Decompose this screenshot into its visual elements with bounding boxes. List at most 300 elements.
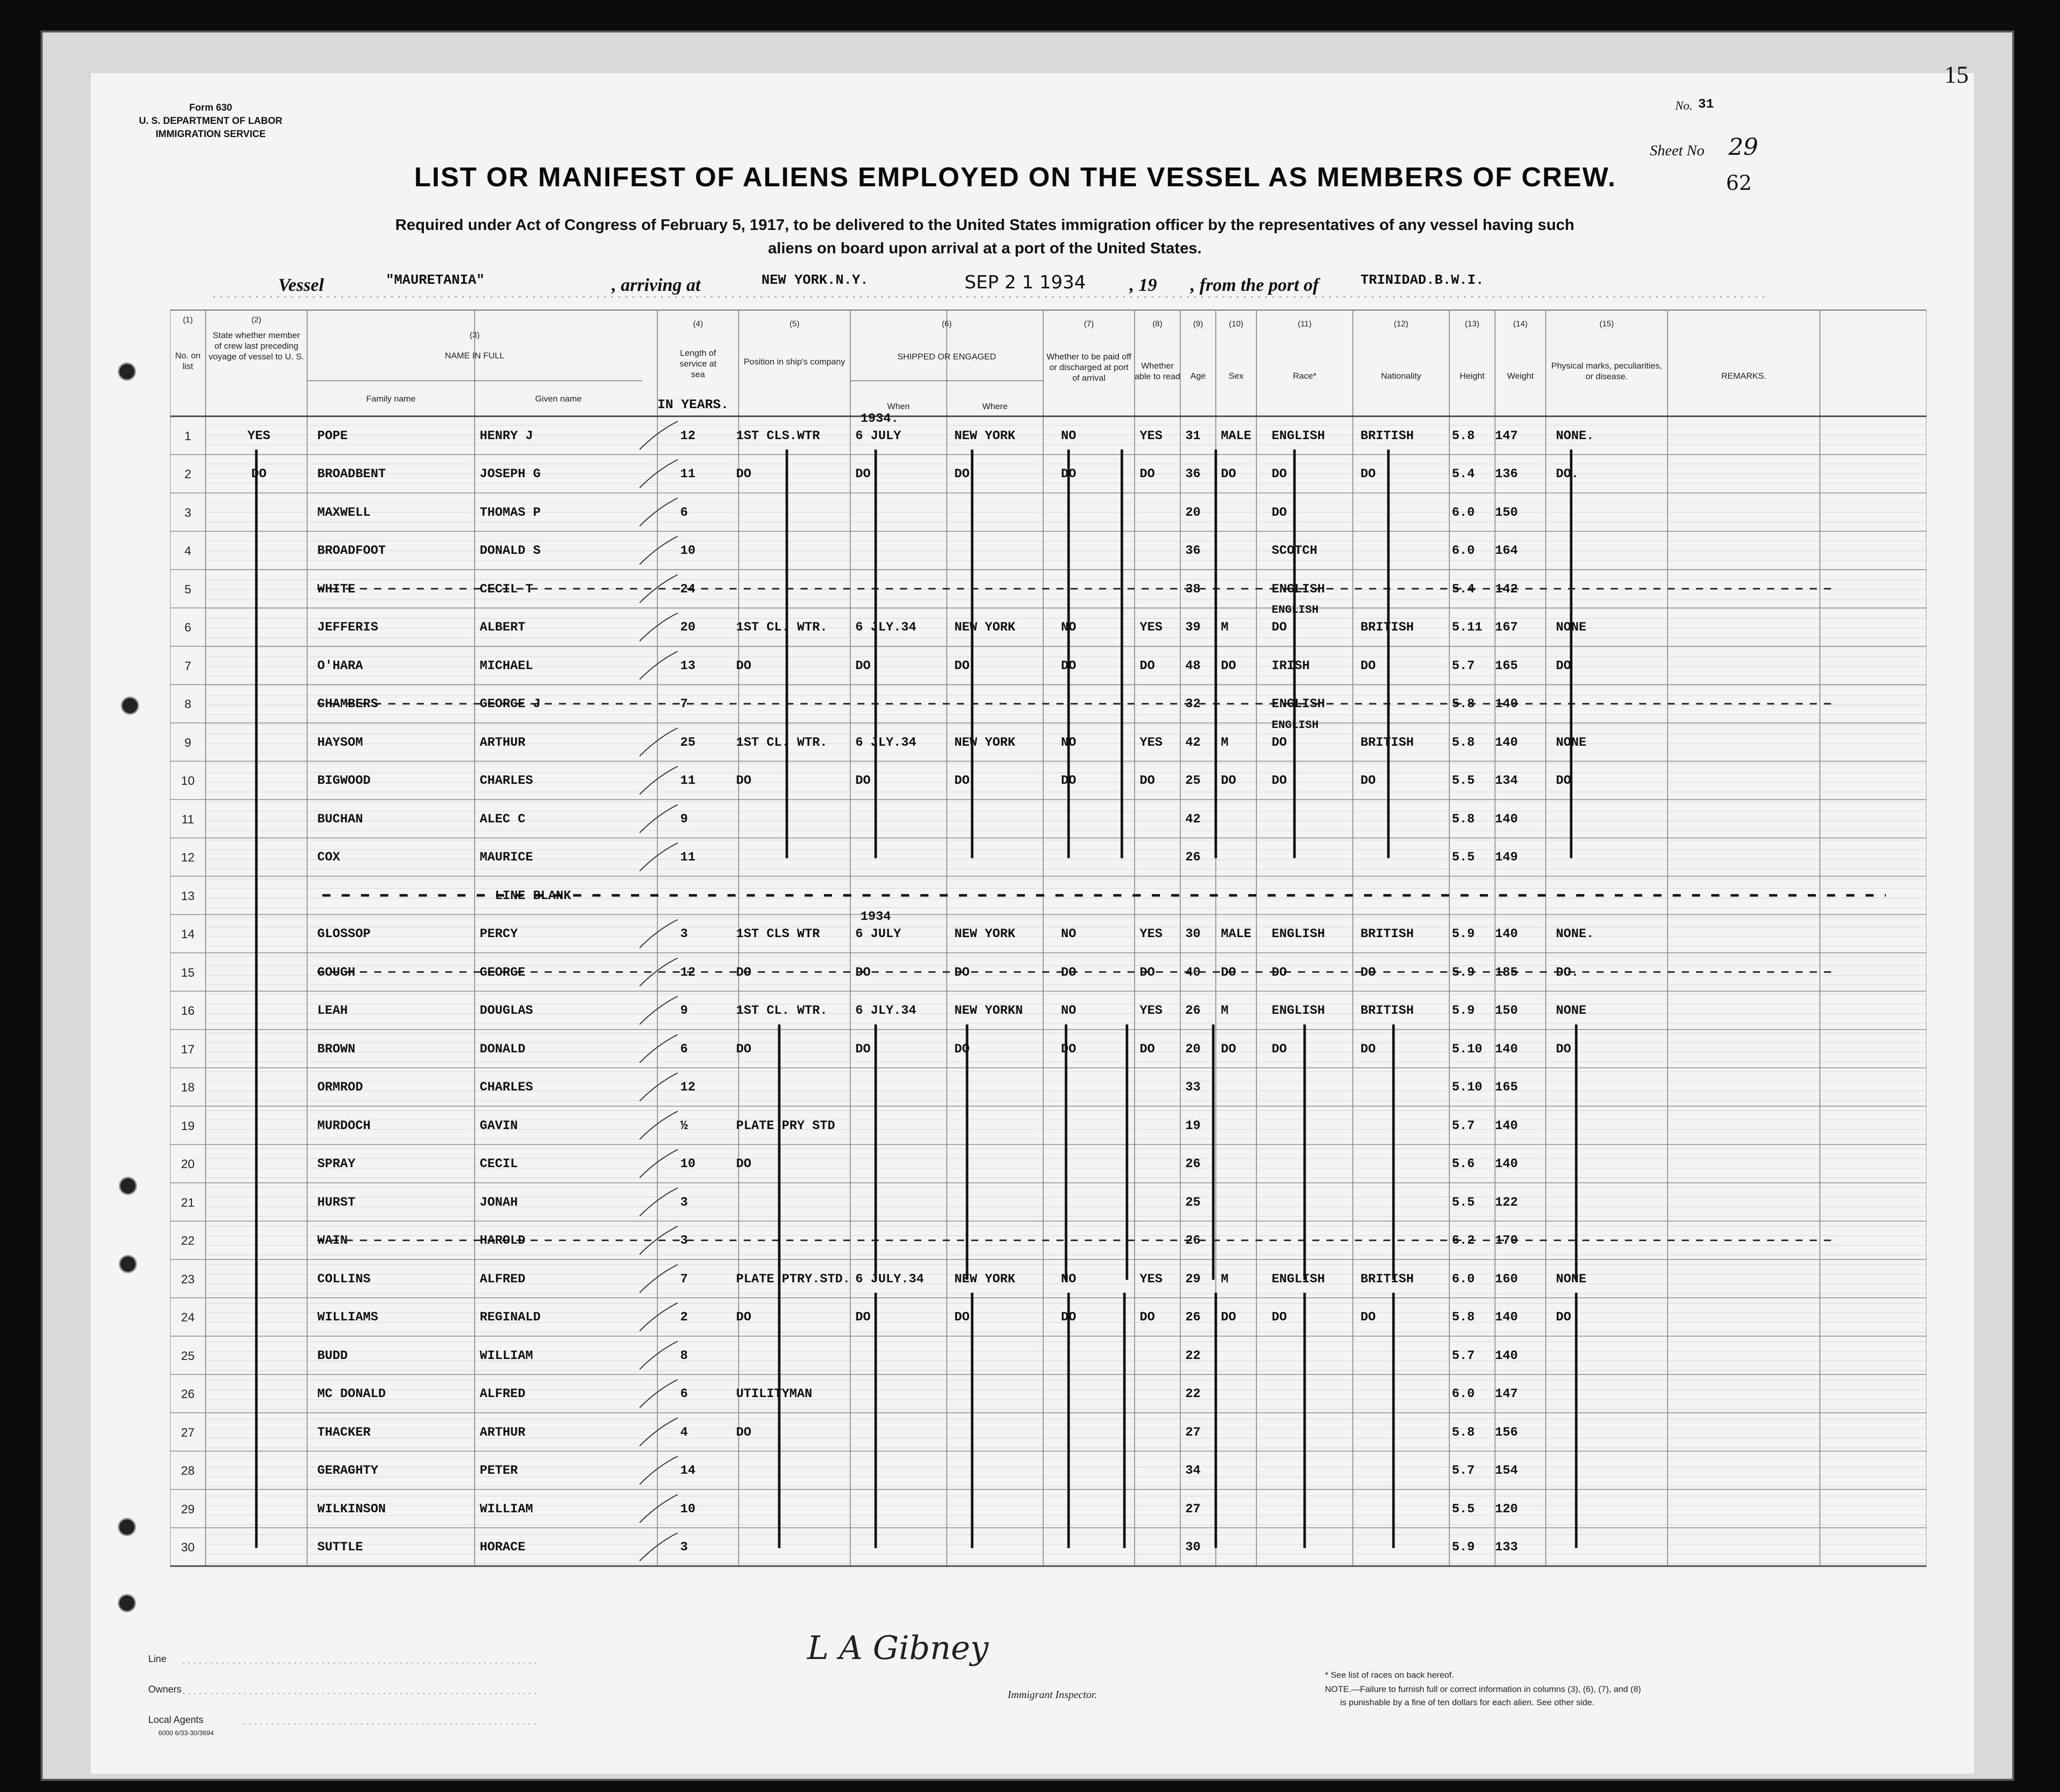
print-code: 6000 6/33-30/3694 — [158, 1729, 214, 1737]
age-cell: 48 — [1185, 658, 1201, 673]
arriving-label: , arriving at — [612, 275, 701, 295]
age-cell: 33 — [1185, 1080, 1201, 1095]
paid-cell: NO — [1061, 735, 1077, 750]
position-cell: DO — [736, 965, 752, 980]
sex-cell: DO — [1221, 658, 1237, 673]
position-cell: UTILITYMAN — [736, 1386, 813, 1402]
service-cell: 9 — [680, 811, 688, 826]
owners-label: Owners — [148, 1684, 182, 1695]
given-cell: ALFRED — [480, 1386, 526, 1402]
race-cell: ENGLISH — [1272, 581, 1325, 596]
paid-cell: DO — [1061, 965, 1077, 980]
header-remarks: REMARKS. — [1721, 371, 1767, 381]
col-15-number: (15) — [1599, 320, 1614, 328]
race-cell: SCOTCH — [1272, 543, 1318, 558]
read-cell: YES — [1140, 1003, 1163, 1018]
row-number: 5 — [184, 582, 191, 596]
when-cell: DO — [855, 658, 871, 673]
marks-cell: NONE. — [1556, 926, 1594, 942]
corner-mark: 15 — [1944, 61, 1969, 88]
nat-cell: DO — [1360, 1310, 1376, 1325]
given-cell: PETER — [480, 1463, 518, 1478]
row-number: 22 — [181, 1234, 195, 1248]
family-cell: WILKINSON — [317, 1501, 386, 1516]
when-cell: 6 JULY.34 — [855, 1271, 924, 1286]
height-cell: 5.8 — [1452, 428, 1475, 443]
header-able-to-read: Whether able to read — [1135, 361, 1180, 381]
weight-cell: 140 — [1495, 735, 1518, 750]
given-cell: CECIL T — [480, 581, 534, 596]
no-label: No. — [1675, 99, 1693, 113]
given-cell: DOUGLAS — [480, 1003, 534, 1018]
row-number: 1 — [184, 429, 191, 443]
binder-hole — [119, 1255, 137, 1273]
position-cell: DO — [736, 773, 752, 788]
weight-cell: 147 — [1495, 428, 1518, 443]
table-body — [170, 310, 1926, 1604]
read-cell: YES — [1140, 428, 1163, 443]
when-cell: DO — [855, 773, 871, 788]
position-cell: PLATE PTRY.STD. — [736, 1271, 851, 1286]
row-number: 2 — [184, 468, 191, 482]
race-cell: DO — [1272, 467, 1287, 482]
height-cell: 5.7 — [1452, 658, 1475, 673]
family-cell: THACKER — [317, 1424, 371, 1440]
service-cell: 9 — [680, 1003, 688, 1018]
given-cell: CHARLES — [480, 1080, 534, 1095]
inspector-label: Immigrant Inspector. — [1008, 1688, 1098, 1701]
paid-cell: DO — [1061, 658, 1077, 673]
height-cell: 5.5 — [1452, 850, 1475, 865]
col-7-number: (7) — [1084, 320, 1094, 328]
binder-hole — [118, 1518, 136, 1536]
race-cell: DO — [1272, 773, 1287, 788]
row-number: 26 — [181, 1387, 195, 1402]
row-number: 20 — [181, 1157, 195, 1172]
service-cell: 6 — [680, 1041, 688, 1056]
weight-cell: 142 — [1495, 581, 1518, 596]
race-cell: ENGLISH — [1272, 926, 1325, 942]
weight-cell: 140 — [1495, 1348, 1518, 1363]
height-cell: 5.8 — [1452, 811, 1475, 826]
where-cell: NEW YORK — [954, 428, 1016, 443]
where-cell: DO — [954, 658, 970, 673]
height-cell: 5.7 — [1452, 1118, 1475, 1133]
age-cell: 26 — [1185, 850, 1201, 865]
marks-cell: DO — [1556, 1041, 1572, 1056]
height-cell: 5.5 — [1452, 773, 1475, 788]
family-cell: GLOSSOP — [317, 926, 371, 942]
given-cell: DONALD S — [480, 543, 541, 558]
nat-cell: DO — [1360, 965, 1376, 980]
age-cell: 27 — [1185, 1424, 1201, 1440]
service-cell: ½ — [680, 1118, 688, 1133]
given-cell: MICHAEL — [480, 658, 534, 673]
height-cell: 5.4 — [1452, 467, 1475, 482]
marks-cell: NONE — [1556, 1271, 1587, 1286]
given-cell: JONAH — [480, 1194, 518, 1210]
weight-cell: 150 — [1495, 505, 1518, 520]
height-cell: 5.9 — [1452, 926, 1475, 942]
read-cell: YES — [1140, 926, 1163, 942]
where-cell: NEW YORKN — [954, 1003, 1023, 1018]
sex-cell: DO — [1221, 773, 1237, 788]
weight-cell: 140 — [1495, 1310, 1518, 1325]
when-cell: DO — [855, 965, 871, 980]
nat-cell: BRITISH — [1360, 428, 1414, 443]
service-cell: 6 — [680, 505, 688, 520]
sex-cell: MALE — [1221, 926, 1252, 942]
binder-hole — [118, 362, 136, 381]
header-name-in-full: NAME IN FULL — [445, 351, 505, 360]
given-cell: JOSEPH G — [480, 467, 541, 482]
in-years-note: IN YEARS. — [657, 397, 729, 412]
read-cell: YES — [1140, 620, 1163, 635]
age-cell: 36 — [1185, 543, 1201, 558]
age-cell: 25 — [1185, 773, 1201, 788]
paid-cell: DO — [1061, 773, 1077, 788]
service-cell: 3 — [680, 926, 688, 942]
service-cell: 13 — [680, 658, 696, 673]
age-cell: 19 — [1185, 1118, 1201, 1133]
position-cell: DO — [736, 1156, 752, 1172]
height-cell: 5.4 — [1452, 581, 1475, 596]
read-cell: DO — [1140, 1310, 1155, 1325]
previous-voyage-cell: YES — [247, 428, 271, 443]
header-position: Position in ship's company — [744, 357, 845, 367]
read-cell: YES — [1140, 1271, 1163, 1286]
year-engaged-cell: 1934 — [860, 909, 891, 924]
col-6-number: (6) — [942, 320, 952, 328]
height-cell: 5.8 — [1452, 1310, 1475, 1325]
service-cell: 10 — [680, 1156, 696, 1172]
paid-cell: DO — [1061, 1310, 1077, 1325]
sex-cell: DO — [1221, 965, 1237, 980]
service-cell: 11 — [680, 850, 696, 865]
read-cell: DO — [1140, 467, 1155, 482]
height-cell: 5.10 — [1452, 1080, 1483, 1095]
row-number: 28 — [181, 1464, 195, 1478]
height-cell: 5.7 — [1452, 1463, 1475, 1478]
race-cell: ENGLISH — [1272, 1271, 1325, 1286]
given-cell: CHARLES — [480, 773, 534, 788]
header-weight: Weight — [1507, 371, 1534, 381]
row-number: 12 — [181, 851, 195, 865]
weight-cell: 170 — [1495, 1233, 1518, 1248]
age-cell: 26 — [1185, 1003, 1201, 1018]
family-cell: GOUGH — [317, 965, 356, 980]
height-cell: 6.2 — [1452, 1233, 1475, 1248]
weight-cell: 120 — [1495, 1501, 1518, 1516]
position-cell: DO — [736, 1041, 752, 1056]
age-cell: 30 — [1185, 926, 1201, 942]
when-cell: 6 JLY.34 — [855, 1003, 917, 1018]
weight-cell: 167 — [1495, 620, 1518, 635]
line-label: Line — [148, 1654, 167, 1665]
col-5-number: (5) — [789, 320, 800, 328]
where-cell: DO — [954, 1041, 970, 1056]
col-14-number: (14) — [1513, 320, 1528, 328]
family-cell: POPE — [317, 428, 348, 443]
family-cell: WILLIAMS — [317, 1310, 379, 1325]
weight-cell: 150 — [1495, 1003, 1518, 1018]
given-cell: MAURICE — [480, 850, 534, 865]
subtitle-line-2: aliens on board upon arrival at a port of the United States. — [768, 239, 1202, 257]
row-number: 17 — [181, 1042, 195, 1056]
manifest-table — [170, 310, 1926, 1604]
header-height: Height — [1459, 371, 1485, 381]
paid-cell: NO — [1061, 926, 1077, 942]
header-sex: Sex — [1228, 371, 1244, 381]
age-cell: 20 — [1185, 1041, 1201, 1056]
weight-cell: 147 — [1495, 1386, 1518, 1402]
header-nationality: Nationality — [1381, 371, 1421, 381]
marks-cell: DO. — [1556, 965, 1579, 980]
weight-cell: 133 — [1495, 1540, 1518, 1555]
race-cell: ENGLISH — [1272, 696, 1325, 712]
row-number: 21 — [181, 1196, 195, 1210]
sex-cell: DO — [1221, 467, 1237, 482]
marks-cell: NONE — [1556, 620, 1587, 635]
family-cell: COLLINS — [317, 1271, 371, 1286]
col-10-number: (10) — [1228, 320, 1244, 328]
family-cell: HURST — [317, 1194, 356, 1210]
sex-cell: M — [1221, 620, 1229, 635]
col-1-number: (1) — [183, 316, 193, 324]
row-number: 29 — [181, 1502, 195, 1516]
where-cell: DO — [954, 1310, 970, 1325]
inspector-signature: L A Gibney — [807, 1630, 989, 1667]
marks-cell: DO — [1556, 1310, 1572, 1325]
nat-cell: BRITISH — [1360, 1271, 1414, 1286]
family-cell: BROADFOOT — [317, 543, 386, 558]
read-cell: DO — [1140, 1041, 1155, 1056]
paid-cell: NO — [1061, 620, 1077, 635]
header-race: Race* — [1292, 371, 1317, 381]
binder-hole — [118, 1594, 136, 1612]
age-cell: 34 — [1185, 1463, 1201, 1478]
read-cell: DO — [1140, 658, 1155, 673]
height-cell: 5.6 — [1452, 1156, 1475, 1172]
race-cell: DO — [1272, 1041, 1287, 1056]
given-cell: GEORGE J — [480, 696, 541, 712]
arrival-port: NEW YORK.N.Y. — [761, 273, 869, 288]
form-service: IMMIGRATION SERVICE — [155, 129, 266, 140]
service-cell: 3 — [680, 1540, 688, 1555]
sex-cell: M — [1221, 735, 1229, 750]
races-note: * See list of races on back hereof. — [1325, 1670, 1454, 1680]
line-blank-note: LINE BLANK — [495, 888, 572, 903]
given-cell: ARTHUR — [480, 1424, 526, 1440]
position-cell: 1ST CLS.WTR — [736, 428, 820, 443]
col-11-number: (11) — [1298, 320, 1312, 328]
race-cell: ENGLISH — [1272, 428, 1325, 443]
service-cell: 14 — [680, 1463, 696, 1478]
col-3-number: (3) — [470, 331, 480, 340]
row-number: 3 — [184, 506, 191, 520]
when-cell: 6 JULY — [855, 926, 902, 942]
weight-cell: 149 — [1495, 850, 1518, 865]
header-shipped-engaged: SHIPPED OR ENGAGED — [897, 352, 996, 361]
height-cell: 5.9 — [1452, 1540, 1475, 1555]
page-title: LIST OR MANIFEST OF ALIENS EMPLOYED ON THE VESSEL AS MEMBERS OF CREW. — [414, 162, 1617, 192]
subtitle-line-1: Required under Act of Congress of February 5, 1917, to be delivered to the United States immigration officer by the representatives of any vessel having such — [395, 216, 1575, 234]
position-cell: 1ST CL. WTR. — [736, 620, 828, 635]
age-cell: 29 — [1185, 1271, 1201, 1286]
service-cell: 11 — [680, 467, 696, 482]
service-cell: 11 — [680, 773, 696, 788]
race-cell: DO — [1272, 620, 1287, 635]
height-cell: 5.9 — [1452, 1003, 1475, 1018]
nat-cell: DO — [1360, 1041, 1376, 1056]
weight-cell: 140 — [1495, 811, 1518, 826]
marks-cell: DO — [1556, 773, 1572, 788]
family-cell: BROADBENT — [317, 467, 386, 482]
height-cell: 5.10 — [1452, 1041, 1483, 1056]
marks-cell: DO — [1556, 658, 1572, 673]
weight-cell: 136 — [1495, 467, 1518, 482]
age-cell: 20 — [1185, 505, 1201, 520]
age-cell: 22 — [1185, 1386, 1201, 1402]
weight-cell: 134 — [1495, 773, 1518, 788]
position-cell: 1ST CLS WTR — [736, 926, 820, 942]
nat-cell: BRITISH — [1360, 926, 1414, 942]
row-number: 13 — [181, 889, 195, 903]
height-cell: 5.7 — [1452, 1348, 1475, 1363]
page-subtitle — [223, 213, 1746, 260]
form-department: U. S. DEPARTMENT OF LABOR — [139, 116, 283, 126]
header-given-name: Given name — [535, 394, 582, 404]
service-cell: 10 — [680, 1501, 696, 1516]
given-cell: ALFRED — [480, 1271, 526, 1286]
height-cell: 5.5 — [1452, 1501, 1475, 1516]
family-cell: WAIN — [317, 1233, 348, 1248]
nat-cell: BRITISH — [1360, 1003, 1414, 1018]
given-cell: PERCY — [480, 926, 518, 942]
given-cell: GAVIN — [480, 1118, 518, 1133]
family-cell: LEAH — [317, 1003, 348, 1018]
family-cell: MC DONALD — [317, 1386, 386, 1402]
height-cell: 5.5 — [1452, 1194, 1475, 1210]
age-cell: 26 — [1185, 1156, 1201, 1172]
height-cell: 6.0 — [1452, 1386, 1475, 1402]
where-cell: NEW YORK — [954, 1271, 1016, 1286]
race-above-cell: ENGLISH — [1272, 604, 1319, 617]
given-cell: GEORGE — [480, 965, 526, 980]
height-cell: 5.9 — [1452, 965, 1475, 980]
race-cell: DO — [1272, 505, 1287, 520]
nat-cell: BRITISH — [1360, 620, 1414, 635]
page-number: 62 — [1726, 172, 1752, 195]
when-cell: DO — [855, 1041, 871, 1056]
weight-cell: 164 — [1495, 543, 1518, 558]
weight-cell: 122 — [1495, 1194, 1518, 1210]
weight-cell: 165 — [1495, 658, 1518, 673]
family-cell: JEFFERIS — [317, 620, 379, 635]
given-cell: ARTHUR — [480, 735, 526, 750]
vessel-label: Vessel — [278, 275, 324, 295]
service-cell: 12 — [680, 965, 696, 980]
service-cell: 10 — [680, 543, 696, 558]
sex-cell: MALE — [1221, 428, 1252, 443]
from-port-label: , from the port of — [1190, 275, 1319, 295]
position-cell: 1ST CL. WTR. — [736, 1003, 828, 1018]
row-number: 18 — [181, 1081, 195, 1095]
service-cell: 7 — [680, 1271, 688, 1286]
age-cell: 26 — [1185, 1310, 1201, 1325]
row-number: 24 — [181, 1311, 195, 1325]
family-cell: CHAMBERS — [317, 696, 379, 712]
paid-cell: NO — [1061, 1003, 1077, 1018]
where-cell: NEW YORK — [954, 926, 1016, 942]
header-family-name: Family name — [366, 394, 416, 404]
family-cell: MAXWELL — [317, 505, 371, 520]
service-cell: 24 — [680, 581, 696, 596]
sex-cell: DO — [1221, 1310, 1237, 1325]
row-number: 11 — [181, 812, 194, 826]
height-cell: 5.8 — [1452, 696, 1475, 712]
row-number: 19 — [181, 1119, 195, 1133]
height-cell: 5.8 — [1452, 735, 1475, 750]
family-cell: BIGWOOD — [317, 773, 371, 788]
when-cell: 6 JULY — [855, 428, 902, 443]
given-cell: HAROLD — [480, 1233, 526, 1248]
form-identification — [127, 102, 294, 141]
year-engaged-cell: 1934. — [860, 411, 899, 426]
nat-cell: DO — [1360, 773, 1376, 788]
form-number: Form 630 — [189, 103, 232, 113]
position-cell: DO — [736, 658, 752, 673]
row-number: 23 — [181, 1272, 195, 1286]
service-cell: 8 — [680, 1348, 688, 1363]
footer-blank-lines — [183, 1660, 548, 1726]
service-cell: 25 — [680, 735, 696, 750]
age-cell: 27 — [1185, 1501, 1201, 1516]
service-cell: 3 — [680, 1194, 688, 1210]
family-cell: HAYSOM — [317, 735, 363, 750]
family-cell: SUTTLE — [317, 1540, 363, 1555]
given-cell: WILLIAM — [480, 1501, 534, 1516]
service-cell: 7 — [680, 696, 688, 712]
where-cell: DO — [954, 965, 970, 980]
age-cell: 26 — [1185, 1233, 1201, 1248]
race-cell: DO — [1272, 965, 1287, 980]
sex-cell: DO — [1221, 1041, 1237, 1056]
where-cell: DO — [954, 467, 970, 482]
age-cell: 38 — [1185, 581, 1201, 596]
age-cell: 25 — [1185, 1194, 1201, 1210]
when-cell: 6 JLY.34 — [855, 735, 917, 750]
height-cell: 5.11 — [1452, 620, 1483, 635]
service-cell: 3 — [680, 1233, 688, 1248]
family-cell: BUCHAN — [317, 811, 363, 826]
marks-cell: NONE — [1556, 735, 1587, 750]
given-cell: CECIL — [480, 1156, 518, 1172]
position-cell: DO — [736, 1310, 752, 1325]
family-cell: BUDD — [317, 1348, 348, 1363]
paid-cell: NO — [1061, 428, 1077, 443]
family-cell: MURDOCH — [317, 1118, 371, 1133]
age-cell: 36 — [1185, 467, 1201, 482]
row-number: 16 — [181, 1004, 195, 1018]
sex-cell: M — [1221, 1003, 1229, 1018]
penalty-note-2: is punishable by a fine of ten dollars for each alien. See other side. — [1340, 1698, 1594, 1707]
marks-cell: NONE — [1556, 1003, 1587, 1018]
header-list-number: No. on list — [175, 351, 201, 371]
nat-cell: DO — [1360, 658, 1376, 673]
when-cell: 6 JLY.34 — [855, 620, 917, 635]
col-4-number: (4) — [693, 320, 703, 328]
